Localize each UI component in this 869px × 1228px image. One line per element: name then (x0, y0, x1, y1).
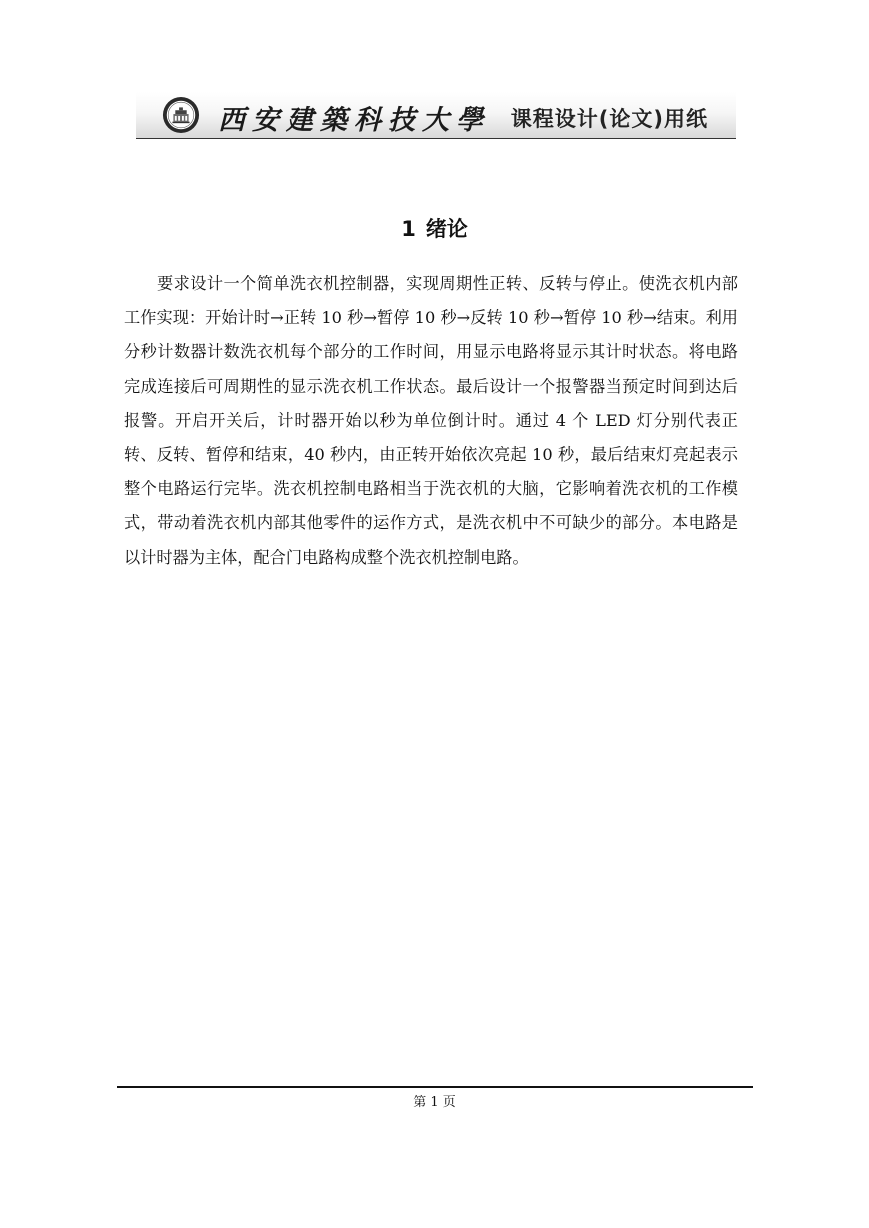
chapter-number: 1 (401, 217, 416, 241)
page-header (136, 92, 736, 139)
footer-rule (117, 1086, 753, 1088)
chapter-title (0, 213, 869, 243)
page-number: 第 1 页 (413, 1095, 456, 1110)
chapter-title-text: 绪论 (425, 217, 468, 241)
school-name: 西安建築科技大學 (218, 105, 490, 136)
body-paragraph: 要求设计一个简单洗衣机控制器，实现周期性正转、反转与停止。使洗衣机内部工作实现：开始计时→正转 10 秒→暂停 10 秒→反转 10 秒→暂停 10 秒→结束。利用分秒计数器计数洗衣机每个部分的工作时间，用显示电路将显示其计时状态。将电路完成连接后可周期性的显示洗衣机工作状态。最后设计一个报警器当预定时间到达后报警。开启开关后，计时器开始以秒为单位倒计时。通过 4 个 LED 灯分别代表正转、反转、暂停和结束，40 秒内，由正转开始依次亮起 10 秒，最后结束灯亮起表示整个电路运行完毕。洗衣机控制电路相当于洗衣机的大脑，它影响着洗衣机的工作模式，带动着洗衣机内部其他零件的运作方式，是洗衣机中不可缺少的部分。本电路是以计时器为主体，配合门电路构成整个洗衣机控制电路。 (124, 274, 738, 567)
university-emblem-icon (162, 96, 200, 134)
document-type-label: 课程设计(论文)用纸 (510, 107, 708, 131)
